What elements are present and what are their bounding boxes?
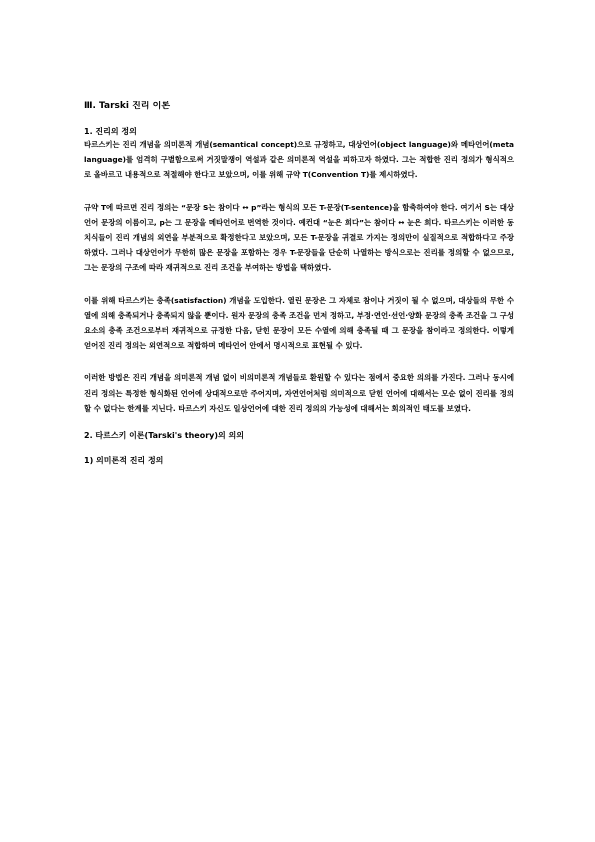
paragraph: 규약 T에 따르면 진리 정의는 “문장 S는 참이다 ↔ p”라는 형식의 모든 T-문장(T-sentence)을 함축하여야 한다. 여기서 S는 대상언어 문장의 이름이고, p는 그 문장을 메타언어로 번역한 것이다. 예컨대 “눈은 희다”는 참이다 ↔ 눈은 희다. 타르스키는 이러한 동치식들이 진리 개념의 외연을 부분적으로 확정한다고 보았으며, 모든 T-문장을 귀결로 가지는 정의만이 실질적으로 적합하다고 주장하였다. 그러나 대상언어가 무한히 많은 문장을 포함하는 경우 T-문장들을 단순히 나열하는 방식으로는 진리를 정의할 수 없으므로, 그는 문장의 구조에 따라 재귀적으로 진리 조건을 부여하는 방법을 택하였다. [84, 202, 514, 273]
document-body [84, 101, 514, 466]
document-title: Ⅲ. Tarski 진리 이론 [84, 101, 171, 111]
paragraph: 타르스키는 진리 개념을 의미론적 개념(semantical concept)으로 규정하고, 대상언어(object language)와 메타언어(metalanguage)를 엄격히 구별함으로써 거짓말쟁이 역설과 같은 의미론적 역설을 피하고자 하였다. 그는 적합한 진리 정의가 형식적으로 올바르고 내용적으로 적절해야 한다고 보았으며, 이를 위해 규약 T(Convention T)를 제시하였다. [84, 140, 514, 180]
subsection-heading: 2. 타르스키 이론(Tarski's theory)의 의의 [84, 431, 245, 441]
paragraph: 이러한 방법은 진리 개념을 의미론적 개념 없이 비의미론적 개념들로 환원할 수 있다는 점에서 중요한 의의를 가진다. 그러나 동시에 진리 정의는 특정한 형식화된 언어에 상대적으로만 주어지며, 자연언어처럼 의미적으로 닫힌 언어에 대해서는 모순 없이 진리를 정의할 수 없다는 한계를 지닌다. 타르스키 자신도 일상언어에 대한 진리 정의의 가능성에 대해서는 회의적인 태도를 보였다. [84, 373, 514, 413]
section-heading: 1. 진리의 정의 [84, 127, 137, 136]
subsection-item: 1) 의미론적 진리 정의 [84, 456, 164, 466]
paragraph: 이를 위해 타르스키는 충족(satisfaction) 개념을 도입한다. 열린 문장은 그 자체로 참이나 거짓이 될 수 없으며, 대상들의 무한 수열에 의해 충족되거나 충족되지 않을 뿐이다. 원자 문장의 충족 조건을 먼저 정하고, 부정·연언·선언·양화 문장의 충족 조건을 그 구성 요소의 충족 조건으로부터 재귀적으로 규정한 다음, 닫힌 문장이 모든 수열에 의해 충족될 때 그 문장을 참이라고 정의한다. 이렇게 얻어진 진리 정의는 외연적으로 적합하며 메타언어 안에서 명시적으로 표현될 수 있다. [84, 295, 514, 351]
